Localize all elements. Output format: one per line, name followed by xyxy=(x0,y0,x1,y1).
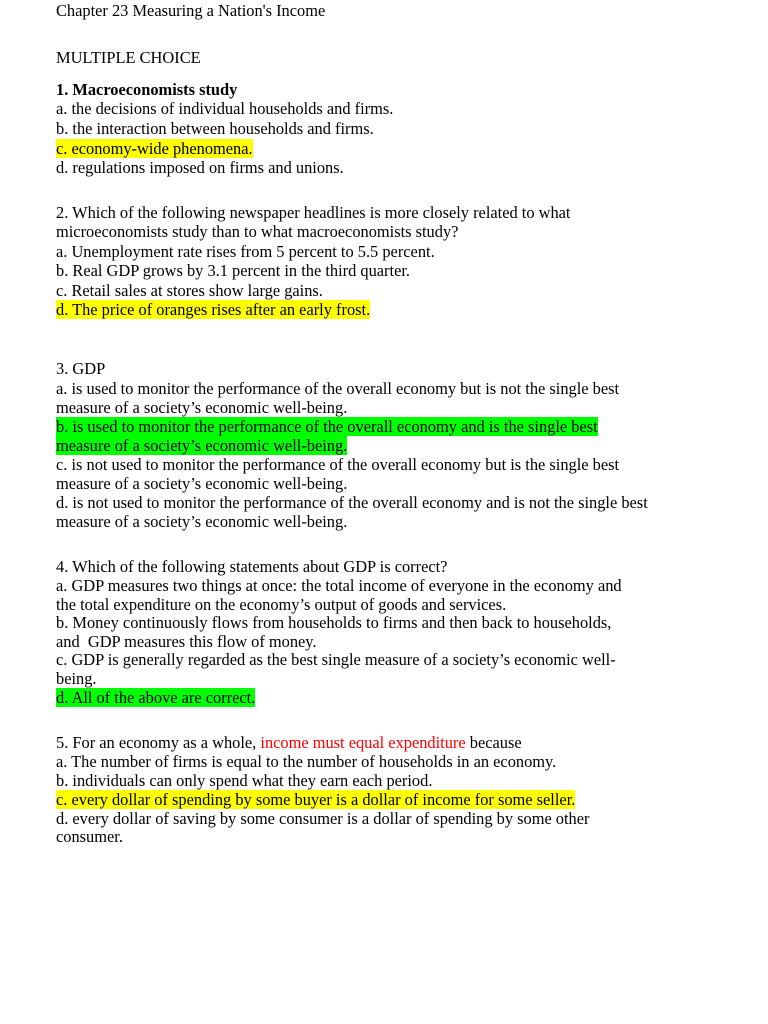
q5-option-d-line1: d. every dollar of saving by some consumer is a dollar of spending by some other xyxy=(56,809,590,828)
q2-option-b: b. Real GDP grows by 3.1 percent in the third quarter. xyxy=(56,261,410,280)
q1-option-a: a. the decisions of individual households and firms. xyxy=(56,99,394,118)
q3-option-b-line1-highlighted: b. is used to monitor the performance of the overall economy and is the single best xyxy=(56,417,598,436)
q2-option-c: c. Retail sales at stores show large gains. xyxy=(56,281,323,300)
q5-option-b: b. individuals can only spend what they earn each period. xyxy=(56,771,433,790)
q2-option-d-highlighted: d. The price of oranges rises after an early frost. xyxy=(56,300,371,319)
q1-option-b: b. the interaction between households and firms. xyxy=(56,119,374,138)
chapter-title: Chapter 23 Measuring a Nation's Income xyxy=(56,1,326,20)
q4-option-b-line2: and GDP measures this flow of money. xyxy=(56,632,317,651)
q3-option-a-line2: measure of a society’s economic well-being. xyxy=(56,398,348,417)
q2-stem-line1: 2. Which of the following newspaper headlines is more closely related to what xyxy=(56,203,571,222)
q1-stem: 1. Macroeconomists study xyxy=(56,80,238,99)
q3-stem: 3. GDP xyxy=(56,359,106,378)
q4-stem: 4. Which of the following statements about GDP is correct? xyxy=(56,557,448,576)
q5-stem-red-phrase: income must equal expenditure xyxy=(260,733,466,752)
q2-option-a: a. Unemployment rate rises from 5 percent to 5.5 percent. xyxy=(56,242,435,261)
q5-stem-start: 5. For an economy as a whole, xyxy=(56,733,261,752)
q5-option-a: a. The number of firms is equal to the number of households in an economy. xyxy=(56,752,557,771)
q3-option-c-line2: measure of a society’s economic well-being. xyxy=(56,474,348,493)
section-title: MULTIPLE CHOICE xyxy=(56,48,201,67)
q3-option-c-line1: c. is not used to monitor the performance of the overall economy but is the single best xyxy=(56,455,620,474)
q5-stem xyxy=(56,733,522,752)
q4-option-a-line2: the total expenditure on the economy’s output of goods and services. xyxy=(56,595,507,614)
q4-option-c-line1: c. GDP is generally regarded as the best single measure of a society’s economic well- xyxy=(56,650,616,669)
q4-option-d-highlighted: d. All of the above are correct. xyxy=(56,688,256,707)
q3-option-d-line2: measure of a society’s economic well-being. xyxy=(56,512,348,531)
q4-option-a-line1: a. GDP measures two things at once: the total income of everyone in the economy and xyxy=(56,576,622,595)
q5-stem-end: because xyxy=(465,733,522,752)
q4-option-b-line1: b. Money continuously flows from households to firms and then back to households, xyxy=(56,613,612,632)
q5-option-c-highlighted: c. every dollar of spending by some buyer is a dollar of income for some seller. xyxy=(56,790,576,809)
q3-option-b-line2-highlighted: measure of a society’s economic well-being. xyxy=(56,436,348,455)
q1-option-c-highlighted: c. economy-wide phenomena. xyxy=(56,139,253,158)
q3-option-d-line1: d. is not used to monitor the performance of the overall economy and is not the single best xyxy=(56,493,648,512)
q2-stem-line2: microeconomists study than to what macroeconomists study? xyxy=(56,222,459,241)
q4-option-c-line2: being. xyxy=(56,669,97,688)
q5-option-d-line2: consumer. xyxy=(56,827,123,846)
q3-option-a-line1: a. is used to monitor the performance of the overall economy but is not the single best xyxy=(56,379,620,398)
q1-option-d: d. regulations imposed on firms and unions. xyxy=(56,158,344,177)
